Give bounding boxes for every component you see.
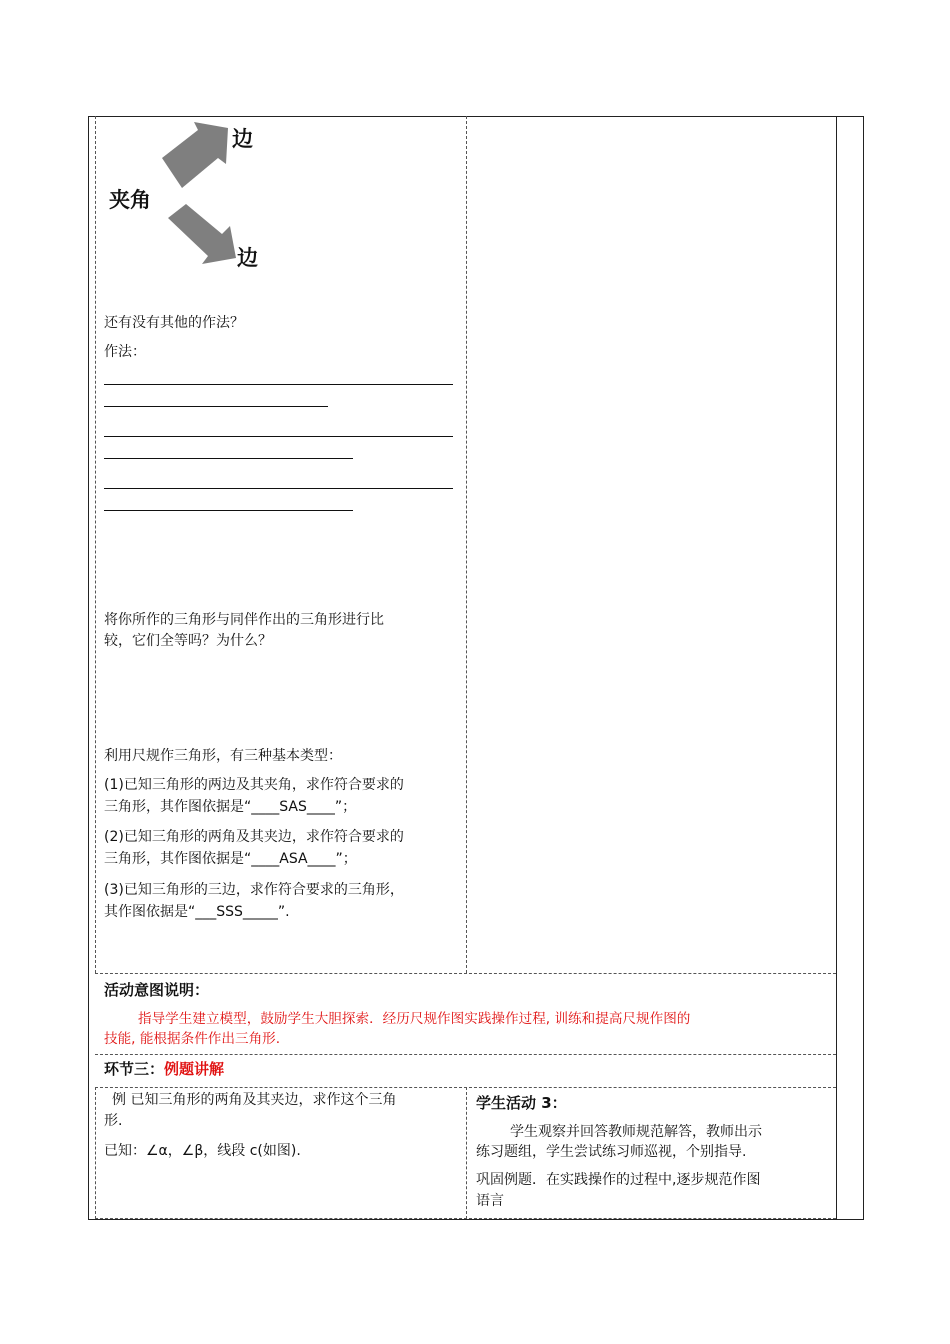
left-inner-dashed-line [95,116,96,973]
column-divider-bottom [466,1087,467,1219]
arrow-down-right-icon [168,204,236,264]
student-activity-line1 [476,1122,762,1143]
answer-line [104,488,453,489]
section3-title: 例题讲解 [164,1060,225,1078]
table-bottom-dashed-line [95,1218,836,1219]
compare-question-line1: 将你所作的三角形与同伴作出的三角形进行比 [104,612,384,628]
intent-title: 活动意图说明： [104,981,210,999]
student-activity-line2: 练习题组，学生尝试练习师巡视，个别指导. [476,1144,747,1160]
student-activity-title: 学生活动 3： [476,1094,567,1112]
answer-line [104,406,328,407]
column-divider-top [466,116,467,973]
section3-prefix: 环节三： [104,1060,165,1078]
arrow-up-right-icon [162,122,228,188]
other-method-question: 还有没有其他的作法？ [104,315,244,331]
type1-line2: 三角形，其作图依据是“____SAS____”； [104,799,357,815]
intent-text-line1 [104,1009,690,1030]
included-angle-label: 夹角 [109,188,151,212]
compare-question-line2: 较，它们全等吗？为什么？ [104,633,272,649]
side-bottom-label: 边 [237,246,258,270]
example-line1: 例 已知三角形的两角及其夹边，求作这个三角 [112,1092,397,1108]
types-intro: 利用尺规作三角形，有三种基本类型： [104,748,342,764]
example-given: 已知：∠α，∠β，线段 c(如图). [104,1143,301,1159]
type2-line2: 三角形，其作图依据是“____ASA____”； [104,851,357,867]
intent-text-line2: 技能, 能根据条件作出三角形. [104,1031,281,1047]
left-inner-dashed-line-bottom [95,1087,96,1219]
answer-line [104,458,353,459]
intent-text-line1-content: 指导学生建立模型，鼓励学生大胆探索．经历尺规作图实践操作过程, 训练和提高尺规作图的 [138,1011,691,1027]
type3-line2: 其作图依据是“___SSS_____”. [104,904,290,920]
side-top-label: 边 [232,127,253,151]
method-label: 作法： [104,344,146,360]
student-activity-line1-content: 学生观察并回答教师规范解答，教师出示 [510,1124,762,1140]
row-divider-intent [95,973,836,974]
row-divider-section3 [95,1054,836,1055]
answer-line [104,510,353,511]
answer-line [104,436,453,437]
section3-header [104,1059,224,1080]
right-margin-column-line [836,116,837,1220]
student-activity-line4: 语言 [476,1193,504,1209]
type1-line1: (1)已知三角形的两边及其夹角，求作符合要求的 [104,777,404,793]
type3-line1: (3)已知三角形的三边，求作符合要求的三角形， [104,882,404,898]
type2-line1: (2)已知三角形的两角及其夹边，求作符合要求的 [104,829,404,845]
example-line2: 形. [104,1113,123,1129]
student-activity-line3: 巩固例题．在实践操作的过程中,逐步规范作图 [476,1172,761,1188]
answer-line [104,384,453,385]
